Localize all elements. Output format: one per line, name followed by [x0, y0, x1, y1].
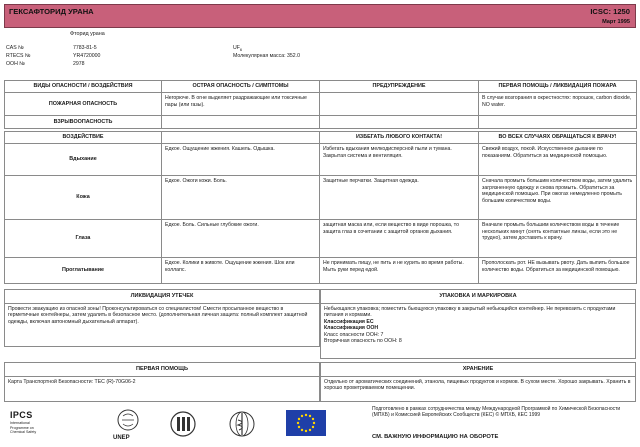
- ipcs-logo: [10, 410, 36, 434]
- identifier-value: 2978: [73, 61, 85, 67]
- row-label: Кожа: [5, 176, 162, 220]
- prevention-cell: Избегать вдыхания мелкодисперсной пыли и тумана. Закрытая система и вентиляция.: [320, 144, 479, 176]
- first-aid-section: [4, 362, 320, 402]
- identifier-label: RTECS №: [6, 53, 31, 59]
- prevention-cell: защитная маска или, если вещество в виде порошка, то защита глаз в сочетании с защитой органов дыхания.: [320, 220, 479, 258]
- eu-flag-icon: [286, 410, 326, 436]
- identifiers: [6, 45, 336, 69]
- ipcs-subtitle: International Programme on Chemical Safety: [10, 421, 37, 434]
- row-label: Глаза: [5, 220, 162, 258]
- first-aid-cell: Вначале промыть большим количеством воды в течение нескольких минут (снять контактные линзы, если это не трудно), затем доставить к врачу.: [479, 220, 637, 258]
- identifier-label: CAS №: [6, 45, 24, 51]
- cooperation-note: Подготовлено в рамках сотрудничества между Международной Программой по Химической Безопасности (МПХБ) и Комиссией Европейских Сообществ (КЕС) © МПХБ, КЕС 1999: [372, 406, 621, 419]
- symptoms-cell: Едкое. Ожоги кожи. Боль.: [162, 176, 320, 220]
- column-header: ОСТРАЯ ОПАСНОСТЬ / СИМПТОМЫ: [162, 81, 320, 93]
- symptoms-cell: Едкое. Колики в животе. Ощущение жжения. Шок или коллапс.: [162, 258, 320, 284]
- first-aid-cell: В случае возгорания в окрестностях: порошок, carbon dioxide, NO water.: [479, 93, 637, 116]
- row-label: Вдыхание: [5, 144, 162, 176]
- important-info-note: СМ. ВАЖНУЮ ИНФОРМАЦИЮ НА ОБОРОТЕ: [372, 434, 499, 440]
- hazard-table: [4, 80, 637, 129]
- card-footer: [4, 404, 636, 444]
- ilo-logo-icon: [169, 410, 197, 438]
- identifier-row: [6, 45, 336, 53]
- prevention-cell: Защитные перчатки. Защитная одежда.: [320, 176, 479, 220]
- column-header: ПЕРВАЯ ПОМОЩЬ / ЛИКВИДАЦИЯ ПОЖАРА: [479, 81, 637, 93]
- symptoms-cell: [162, 116, 320, 129]
- unep-label: UNEP: [113, 435, 130, 441]
- row-label: Проглатывание: [5, 258, 162, 284]
- symptoms-cell: Негорюче. В огне выделяет раздражающие или токсичные пары (или газы).: [162, 93, 320, 116]
- packaging-text: Небьющаяся упаковка; поместить бьющуюся упаковку в закрытый небьющийся контейнер. Не перевозить с продуктами питания и кормами.: [324, 305, 616, 319]
- row-label: ВЗРЫВООПАСНОСТЬ: [5, 116, 162, 129]
- column-header: ИЗБЕГАТЬ ЛЮБОГО КОНТАКТА!: [320, 132, 479, 144]
- packaging-section: [320, 289, 636, 359]
- row-label: ПОЖАРНАЯ ОПАСНОСТЬ: [5, 93, 162, 116]
- identifier-label: ООН №: [6, 61, 25, 67]
- first-aid-cell: Сначала промыть большим количеством воды, затем удалить загрязненную одежду и снова промыть. Обратиться за медицинской помощью. При ожогах немедленно промыть большим количеством воды.: [479, 176, 637, 220]
- section-title: УПАКОВКА И МАРКИРОВКА: [321, 290, 635, 304]
- storage-section: [320, 362, 636, 402]
- formula: $UF_6$: [233, 45, 243, 53]
- identifier-row: [6, 61, 336, 69]
- un-secondary-hazard: Вторичная опасность по ООН: 8: [324, 338, 402, 345]
- identifier-value: YR4720000: [73, 53, 101, 59]
- column-header: [162, 132, 320, 144]
- prevention-cell: Не принимать пищу, не пить и не курить во время работы. Мыть руки перед едой.: [320, 258, 479, 284]
- who-logo-icon: [228, 410, 256, 438]
- spill-section: [4, 289, 320, 347]
- unep-logo-icon: [114, 408, 142, 434]
- un-hazard-class: Класс опасности ООН: 7: [324, 331, 384, 338]
- exposure-table: [4, 131, 637, 284]
- prevention-cell: [320, 116, 479, 129]
- column-header: ВИДЫ ОПАСНОСТИ / ВОЗДЕЙСТВИЯ: [5, 81, 162, 93]
- section-text: [321, 304, 635, 347]
- column-header: ПРЕДУПРЕЖДЕНИЕ: [320, 81, 479, 93]
- ec-classification: Классификация ЕС: [324, 318, 374, 325]
- section-text: Провести эвакуацию из опасной зоны! Проконсультироваться со специалистом! Смести просыпанное вещество в герметичные контейнеры, затем удалить в безопасное место. (дополнительная личная защита: полный комплект защитной одежды, включая автономный дыхательный аппарат).: [8, 305, 308, 325]
- column-header: ВО ВСЕХ СЛУЧАЯХ ОБРАЩАТЬСЯ К ВРАЧУ!: [479, 132, 637, 144]
- icsc-code: ICSC: 1250: [590, 7, 630, 16]
- un-classification: Классификация ООН: [324, 325, 379, 332]
- card-date: Март 1995: [602, 19, 630, 25]
- column-header: ВОЗДЕЙСТВИЕ: [5, 132, 162, 144]
- synonym: Фторид урана: [70, 31, 105, 37]
- first-aid-cell: [479, 116, 637, 129]
- prevention-cell: [320, 93, 479, 116]
- identifier-value: 7783-81-5: [73, 45, 97, 51]
- section-title: ПЕРВАЯ ПОМОЩЬ: [5, 363, 319, 377]
- ipcs-label: IPCS: [10, 410, 33, 420]
- chemical-name: ГЕКСАФТОРИД УРАНА: [9, 7, 94, 16]
- card-header: [4, 4, 636, 28]
- section-title: ЛИКВИДАЦИЯ УТЕЧЕК: [5, 290, 319, 304]
- section-text: Карта Транспортной Безопасности: TEC (R)-70G06-2: [8, 378, 136, 385]
- symptoms-cell: Едкое. Боль. Сильные глубокие ожоги.: [162, 220, 320, 258]
- first-aid-cell: Свежий воздух, покой. Искусственное дыхание по показаниям. Обратиться за медицинской помощью.: [479, 144, 637, 176]
- molar-mass: Молекулярная масса: 352.0: [233, 53, 300, 59]
- section-text: Отдельно от ароматических соединений, этанола, пищевых продуктов и кормов. В сухом месте. Хорошо закрывать. Хранить в хорошо проветриваемом помещении.: [324, 378, 631, 392]
- section-title: ХРАНЕНИЕ: [321, 363, 635, 377]
- first-aid-cell: Прополоскать рот. НЕ вызывать рвоту. Дать выпить большое количество воды. Обратиться за медицинской помощью.: [479, 258, 637, 284]
- identifier-row: [6, 53, 336, 61]
- symptoms-cell: Едкое. Ощущение жжения. Кашель. Одышка.: [162, 144, 320, 176]
